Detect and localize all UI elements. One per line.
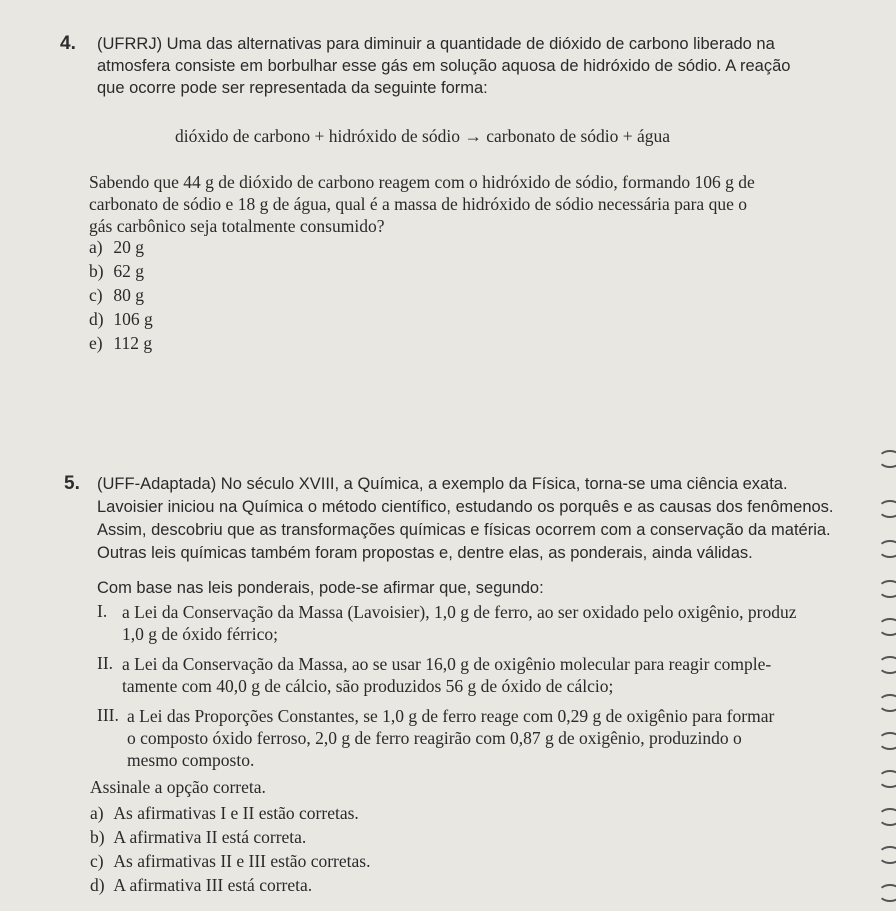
binding-ring [878,808,896,826]
q5-statement-iii-line-2: o composto óxido ferroso, 2,0 g de ferro reagirão com 0,87 g de oxigênio, produzindo o [127,728,742,748]
binding-ring [878,846,896,864]
q4-option-d [89,309,153,329]
binding-ring [878,618,896,636]
q5-option-c [90,851,370,871]
q4-option-b [89,261,144,281]
q4-option-a-text: 20 g [113,237,144,257]
q4-option-a [89,237,144,257]
q5-instruction: Assinale a opção correta. [90,777,266,797]
q5-option-d [90,875,312,895]
q5-option-a [90,803,359,823]
q4-option-c [89,285,144,305]
binding-ring [878,540,896,558]
q4-body-line-1: Sabendo que 44 g de dióxido de carbono reagem com o hidróxido de sódio, formando 106 g de [89,172,755,192]
q5-option-d-text: A afirmativa III está correta. [113,875,313,895]
q4-option-b-text: 62 g [113,261,144,281]
q4-body-line-3: gás carbônico seja totalmente consumido? [89,216,385,236]
q4-option-e-letter: e) [89,333,103,353]
q4-line-3: que ocorre pode ser representada da seguinte forma: [97,79,488,97]
q4-option-e [89,333,152,353]
q4-option-e-text: 112 g [113,333,153,353]
q5-intro: Com base nas leis ponderais, pode-se afirmar que, segundo: [97,579,544,597]
q5-line-4: Outras leis químicas também foram propostas e, dentre elas, as ponderais, ainda válidas. [97,544,753,562]
q5-option-d-letter: d) [90,875,105,895]
binding-ring [878,656,896,674]
q5-statement-i-line-2: 1,0 g de óxido férrico; [122,624,278,644]
q5-option-b-letter: b) [90,827,105,847]
spiral-binding [870,440,896,910]
q5-statement-iii-numeral: III. [97,705,119,725]
q5-statement-i-line-1: a Lei da Conservação da Massa (Lavoisier), 1,0 g de ferro, ao ser oxidado pelo oxigênio, produz [122,602,797,622]
q5-line-3: Assim, descobriu que as transformações químicas e físicas ocorrem com a conservação da matéria. [97,521,831,539]
q4-chemical-equation: dióxido de carbono + hidróxido de sódio → carbonato de sódio + água [175,126,671,146]
q4-option-b-letter: b) [89,261,104,281]
binding-ring [878,500,896,518]
question-4-number: 4. [60,33,76,54]
binding-ring [878,884,896,902]
q5-statement-iii-line-3: mesmo composto. [127,750,255,770]
q5-option-a-letter: a) [90,803,104,823]
binding-ring [878,580,896,598]
q4-option-d-text: 106 g [113,309,153,329]
q4-line-2: atmosfera consiste em borbulhar esse gás em solução aquosa de hidróxido de sódio. A reação [97,57,791,75]
q5-option-a-text: As afirmativas I e II estão corretas. [113,803,359,823]
q5-line-1: (UFF-Adaptada) No século XVIII, a Química, a exemplo da Física, torna-se uma ciência exata. [97,475,788,493]
q4-option-a-letter: a) [89,237,103,257]
q4-body-line-2: carbonato de sódio e 18 g de água, qual é a massa de hidróxido de sódio necessária para que o [89,194,747,214]
q5-line-2: Lavoisier iniciou na Química o método científico, estudando os porquês e as causas dos fenômenos. [97,498,834,516]
q4-line-1: (UFRRJ) Uma das alternativas para diminuir a quantidade de dióxido de carbono liberado na [97,35,775,53]
q4-option-d-letter: d) [89,309,104,329]
question-5-number: 5. [64,473,80,494]
q5-statement-i-numeral: I. [97,601,108,621]
q4-option-c-text: 80 g [113,285,144,305]
binding-ring [878,694,896,712]
binding-ring [878,770,896,788]
q5-statement-ii-line-1: a Lei da Conservação da Massa, ao se usar 16,0 g de oxigênio molecular para reagir comple- [122,654,772,674]
q5-option-b-text: A afirmativa II está correta. [113,827,307,847]
q5-statement-ii-line-2: tamente com 40,0 g de cálcio, são produzidos 56 g de óxido de cálcio; [122,676,614,696]
binding-ring [878,450,896,468]
binding-ring [878,732,896,750]
q5-statement-iii-line-1: a Lei das Proporções Constantes, se 1,0 g de ferro reage com 0,29 g de oxigênio para formar [127,706,775,726]
q5-option-c-text: As afirmativas II e III estão corretas. [113,851,371,871]
q5-option-b [90,827,306,847]
q5-statement-ii-numeral: II. [97,653,114,673]
q5-option-c-letter: c) [90,851,104,871]
q4-option-c-letter: c) [89,285,103,305]
